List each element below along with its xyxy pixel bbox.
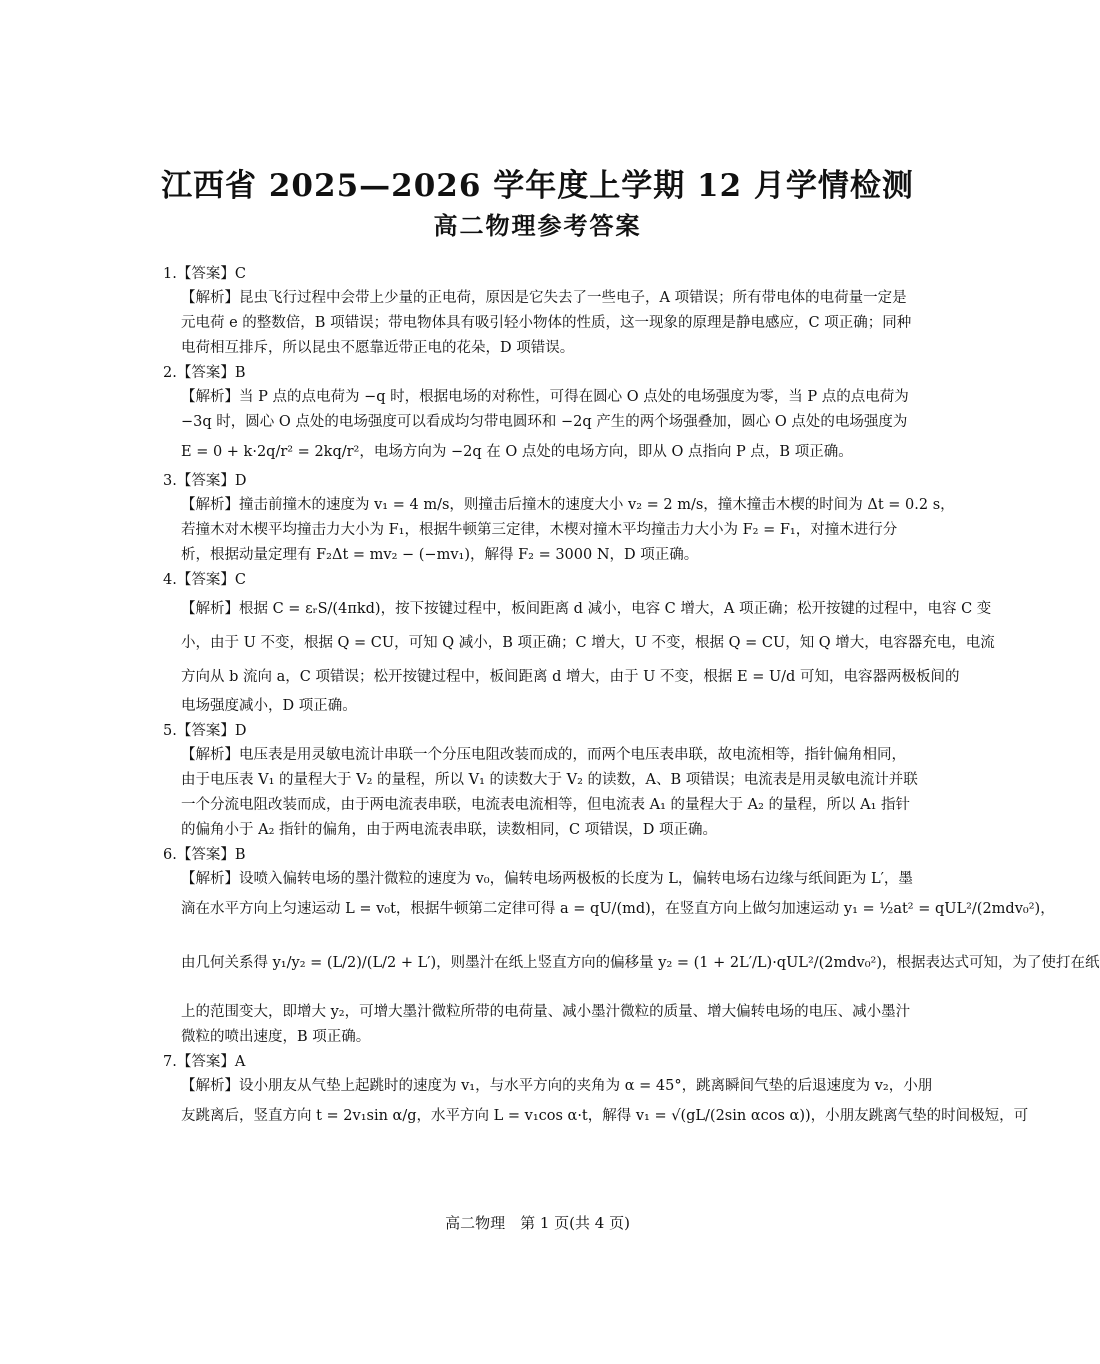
analysis-line: 电场强度减小，D 项正确。: [181, 698, 357, 714]
analysis-line: 【解析】当 P 点的点电荷为 −q 时，根据电场的对称性，可得在圆心 O 点处的电场强度为零，当 P 点的点电荷为: [181, 389, 909, 405]
analysis-line: 【解析】撞击前撞木的速度为 v₁ = 4 m/s，则撞击后撞木的速度大小 v₂ = 2 m/s，撞木撞击木楔的时间为 Δt = 0.2 s，: [181, 497, 955, 513]
analysis-line: 由于电压表 V₁ 的量程大于 V₂ 的量程，所以 V₁ 的读数大于 V₂ 的读数，A、B 项错误；电流表是用灵敏电流计并联: [181, 772, 918, 788]
analysis-line: 元电荷 e 的整数倍，B 项错误；带电物体具有吸引轻小物体的性质，这一现象的原理是静电感应，C 项正确；同种: [181, 315, 912, 331]
analysis-line: 析，根据动量定理有 F₂Δt = mv₂ − (−mv₁)，解得 F₂ = 3000 N，D 项正确。: [181, 547, 699, 563]
analysis-line: 上的范围变大，即增大 y₂，可增大墨汁微粒所带的电荷量、减小墨汁微粒的质量、增大偏转电场的电压、减小墨汁: [181, 1004, 911, 1020]
analysis-line: 【解析】设喷入偏转电场的墨汁微粒的速度为 v₀，偏转电场两极板的长度为 L，偏转电场右边缘与纸间距为 L′，墨: [181, 871, 913, 887]
question-2: [163, 361, 913, 469]
analysis-line: 友跳离后，竖直方向 t = 2v₁sin α/g，水平方向 L = v₁cos α·t，解得 v₁ = √(gL/(2sin αcos α))，小朋友跳离气垫的时间极短，可: [181, 1108, 1029, 1124]
analysis-line: 的偏角小于 A₂ 指针的偏角，由于两电流表串联，读数相同，C 项错误，D 项正确。: [181, 822, 717, 838]
analysis-line: 方向从 b 流向 a，C 项错误；松开按键过程中，板间距离 d 增大，由于 U 不变，根据 E = U/d 可知，电容器两极板间的: [181, 669, 960, 685]
question-5: [163, 719, 918, 843]
answer-label: 1.【答案】C: [163, 266, 246, 282]
question-4: [163, 568, 995, 719]
analysis-line: 微粒的喷出速度，B 项正确。: [181, 1029, 371, 1045]
answer-list: [163, 262, 1100, 1133]
question-6: [163, 843, 1100, 1050]
analysis-line: 【解析】根据 C = εᵣS/(4πkd)，按下按键过程中，板间距离 d 减小，电容 C 增大，A 项正确；松开按键的过程中，电容 C 变: [181, 601, 992, 617]
answer-label: 3.【答案】D: [163, 473, 247, 489]
answer-label: 2.【答案】B: [163, 365, 246, 381]
answer-label: 5.【答案】D: [163, 723, 247, 739]
question-7: [163, 1050, 1029, 1133]
question-3: [163, 469, 955, 568]
question-1: [163, 262, 913, 361]
analysis-line: 滴在水平方向上匀速运动 L = v₀t，根据牛顿第二定律可得 a = qU/(md)，在竖直方向上做匀加速运动 y₁ = ½at² = qUL²/(2mdv₀²)，: [181, 901, 1055, 917]
analysis-line: 【解析】电压表是用灵敏电流计串联一个分压电阻改装而成的，而两个电压表串联，故电流相等，指针偏角相同，: [181, 747, 906, 763]
analysis-line: 若撞木对木楔平均撞击力大小为 F₁，根据牛顿第三定律，木楔对撞木平均撞击力大小为 F₂ = F₁，对撞木进行分: [181, 522, 898, 538]
analysis-line: 由几何关系得 y₁/y₂ = (L/2)/(L/2 + L′)，则墨汁在纸上竖直方向的偏移量 y₂ = (1 + 2L′/L)·qUL²/(2mdv₀²)，根据表达式可知，为了使打在纸: [181, 955, 1100, 971]
analysis-line: 【解析】设小朋友从气垫上起跳时的速度为 v₁，与水平方向的夹角为 α = 45°，跳离瞬间气垫的后退速度为 v₂，小朋: [181, 1078, 933, 1094]
analysis-line: 电荷相互排斥，所以昆虫不愿靠近带正电的花朵，D 项错误。: [181, 340, 575, 356]
page-subtitle: 高二物理参考答案: [433, 211, 642, 240]
analysis-line: E = 0 + k·2q/r² = 2kq/r²，电场方向为 −2q 在 O 点处的电场方向，即从 O 点指向 P 点，B 项正确。: [181, 444, 853, 460]
analysis-line: 一个分流电阻改装而成，由于两电流表串联，电流表电流相等，但电流表 A₁ 的量程大于 A₂ 的量程，所以 A₁ 指针: [181, 797, 911, 813]
analysis-line: 【解析】昆虫飞行过程中会带上少量的正电荷，原因是它失去了一些电子，A 项错误；所有带电体的电荷量一定是: [181, 290, 907, 306]
page-footer: 高二物理 第 1 页(共 4 页): [445, 1214, 630, 1232]
analysis-line: 小，由于 U 不变，根据 Q = CU，可知 Q 减小，B 项正确；C 增大，U 不变，根据 Q = CU，知 Q 增大，电容器充电，电流: [181, 635, 995, 651]
answer-label: 6.【答案】B: [163, 847, 246, 863]
answer-label: 7.【答案】A: [163, 1054, 246, 1070]
answer-label: 4.【答案】C: [163, 572, 246, 588]
analysis-line: −3q 时，圆心 O 点处的电场强度可以看成均匀带电圆环和 −2q 产生的两个场强叠加，圆心 O 点处的电场强度为: [181, 414, 908, 430]
page-title: 江西省 2025—2026 学年度上学期 12 月学情检测: [161, 168, 914, 204]
